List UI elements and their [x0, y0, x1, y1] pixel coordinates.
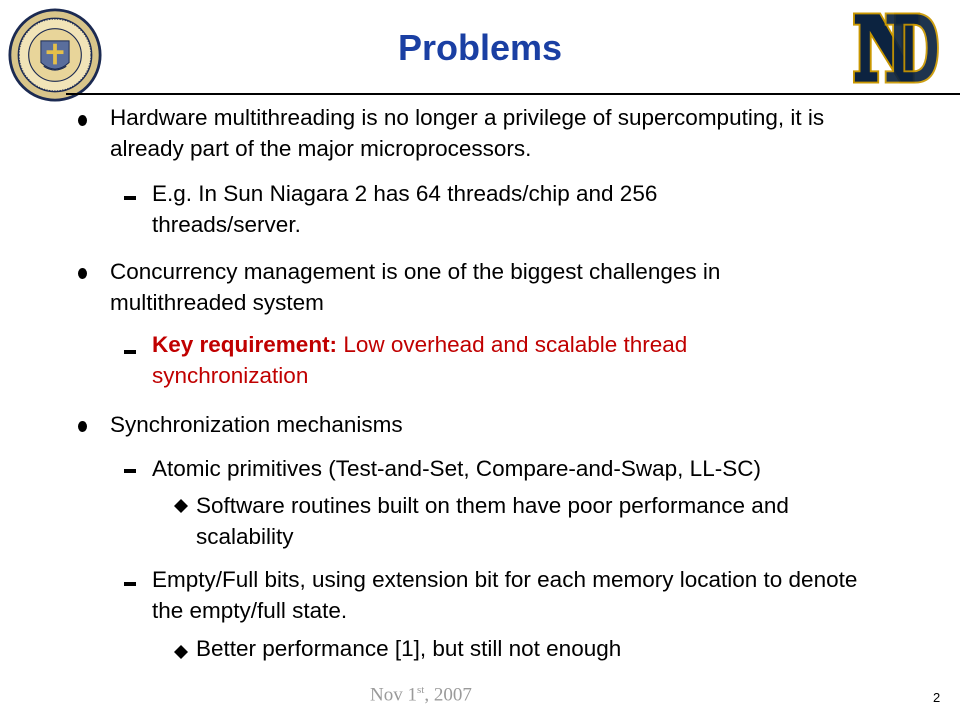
- bullet-dash-icon: [124, 469, 136, 473]
- key-requirement-label: Key requirement:: [152, 332, 338, 357]
- bullet-dot-icon: [78, 421, 87, 432]
- diamond-bullet-icon: [174, 499, 188, 513]
- footer-date: [370, 684, 472, 706]
- bullet-3-sub-2-text: Empty/Full bits, using extension bit for each memory location to denote the empty/full state.: [152, 567, 858, 623]
- key-requirement-text: Low overhead and scalable thread synchronization: [152, 332, 688, 388]
- footer-date-sup: st: [416, 684, 425, 696]
- bullet-dash-icon: [124, 582, 136, 586]
- bullet-3-text: Synchronization mechanisms: [110, 412, 403, 437]
- bullet-3-sub-1-text: Atomic primitives (Test-and-Set, Compare-and-Swap, LL-SC): [152, 456, 761, 481]
- bullet-dot-icon: [78, 115, 87, 126]
- bullet-dash-icon: [124, 196, 136, 200]
- footer-date-suffix: , 2007: [424, 684, 472, 706]
- bullet-dot-icon: [78, 268, 87, 279]
- bullet-3-sub-2-detail-text: Better performance [1], but still not enough: [196, 636, 622, 661]
- footer-date-prefix: Nov 1: [370, 684, 417, 706]
- bullet-1-text: Hardware multithreading is no longer a privilege of supercomputing, it is already part of the major microprocessors.: [110, 105, 825, 161]
- bullet-dash-icon: [124, 350, 136, 354]
- slide-title: Problems: [397, 27, 563, 68]
- page-number: 2: [933, 690, 941, 705]
- bullet-2-text: Concurrency management is one of the biggest challenges in multithreaded system: [110, 259, 721, 315]
- diamond-bullet-icon: [174, 645, 188, 659]
- bullet-1-sub-1-text: E.g. In Sun Niagara 2 has 64 threads/chip and 256 threads/server.: [152, 181, 658, 237]
- bullet-2-sub-1-text: [152, 329, 812, 391]
- bullet-3-sub-1-detail-text: Software routines built on them have poor performance and scalability: [196, 493, 789, 549]
